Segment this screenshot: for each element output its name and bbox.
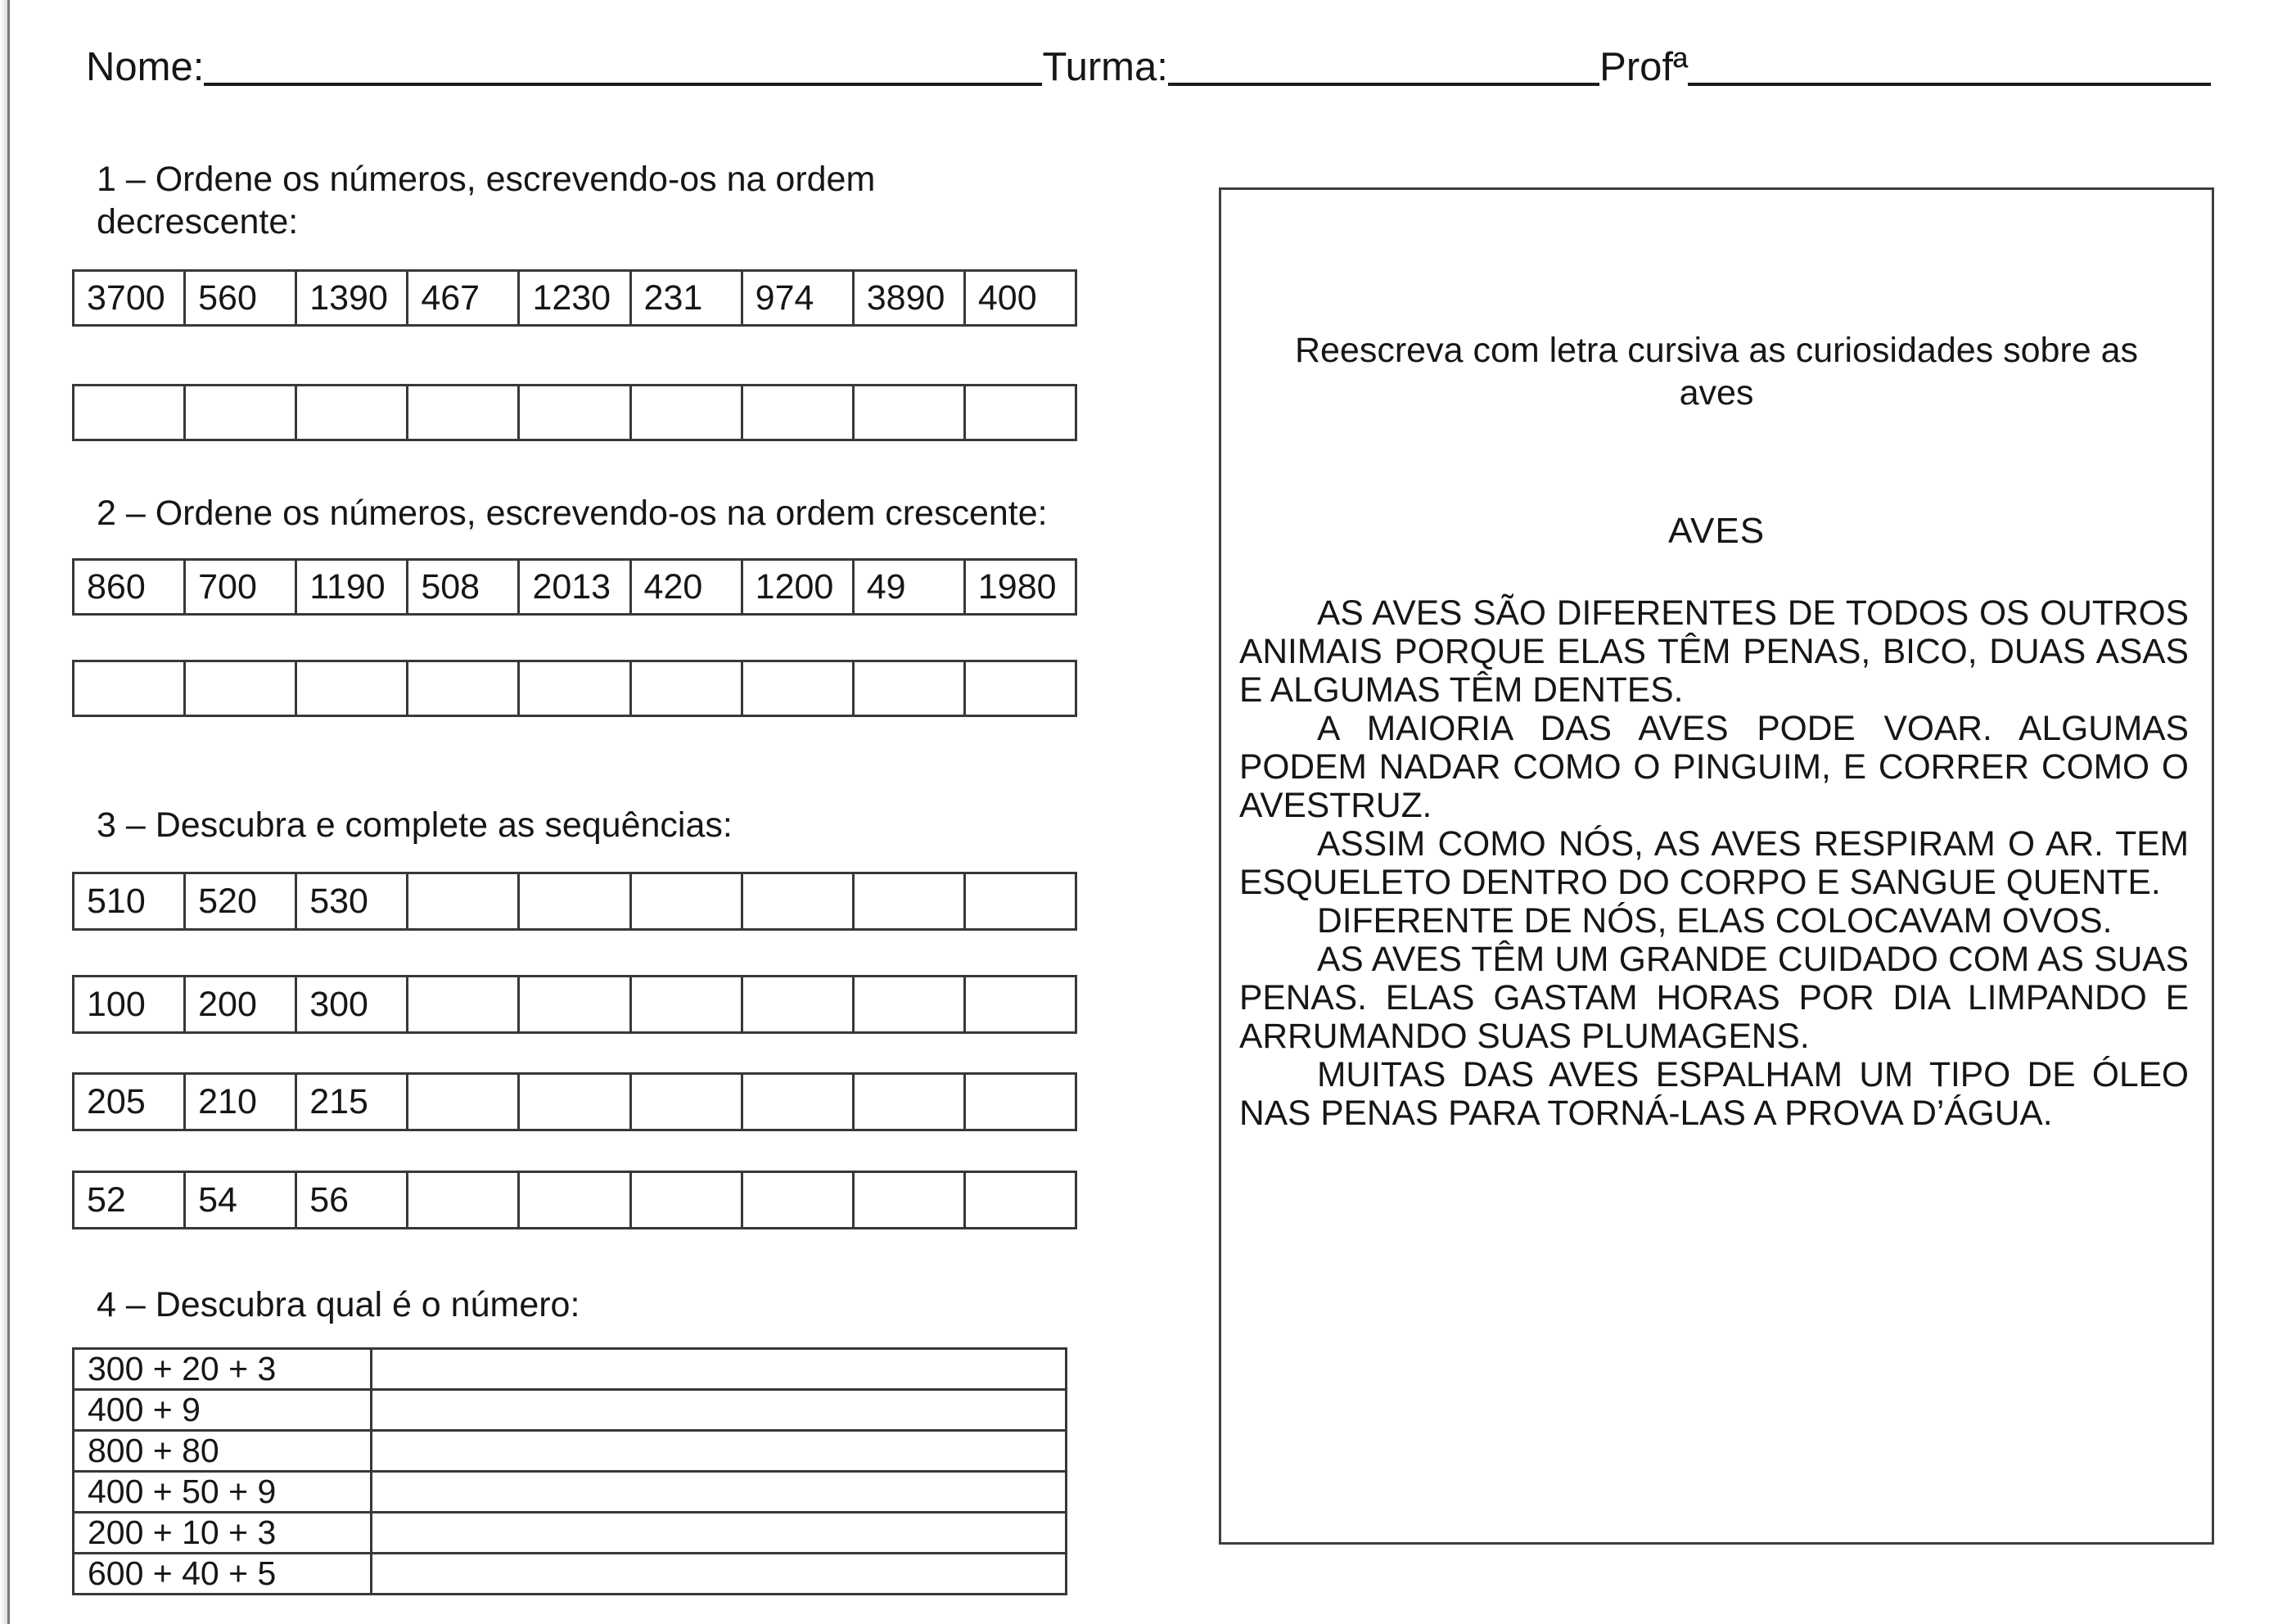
sequence-cell: 210 [185, 1074, 296, 1130]
sequence-cell: 215 [296, 1074, 408, 1130]
question-2-answer-table [72, 660, 1077, 717]
header [86, 43, 2211, 92]
sequence-cell: 510 [74, 873, 185, 930]
reading-paragraphs [1239, 594, 2189, 1133]
table-row [74, 661, 1076, 716]
answer-cell [742, 661, 853, 716]
sequence-cell: 530 [296, 873, 408, 930]
answer-cell [372, 1472, 1067, 1513]
answer-cell [964, 661, 1076, 716]
table-row [74, 1472, 1067, 1513]
expression-cell: 200 + 10 + 3 [74, 1513, 372, 1554]
answer-cell [630, 386, 742, 440]
sequence-cell: 200 [185, 977, 296, 1033]
answer-cell [964, 1074, 1076, 1130]
prof-line [1688, 83, 2211, 86]
answer-cell [630, 1074, 742, 1130]
sequence-table-3 [72, 1072, 1077, 1131]
table-row [74, 1172, 1076, 1229]
answer-cell [630, 661, 742, 716]
answer-cell [519, 873, 630, 930]
question-4-table [72, 1347, 1067, 1595]
answer-cell [630, 1172, 742, 1229]
table-row [74, 1390, 1067, 1431]
table-row [74, 386, 1076, 440]
nome-line [204, 83, 1042, 86]
answer-cell [742, 386, 853, 440]
answer-cell [408, 1074, 519, 1130]
answer-cell [742, 873, 853, 930]
answer-cell [519, 1172, 630, 1229]
answer-cell [372, 1513, 1067, 1554]
answer-cell [185, 386, 296, 440]
answer-cell [74, 386, 185, 440]
number-cell: 2013 [519, 560, 630, 615]
sequence-cell: 100 [74, 977, 185, 1033]
sequence-cell: 56 [296, 1172, 408, 1229]
sequence-table-1 [72, 872, 1077, 931]
answer-cell [519, 386, 630, 440]
number-cell: 1390 [296, 271, 408, 326]
answer-cell [853, 873, 964, 930]
number-cell: 860 [74, 560, 185, 615]
number-cell: 1980 [964, 560, 1076, 615]
reading-paragraph: A MAIORIA DAS AVES PODE VOAR. ALGUMAS PODEM NADAR COMO O PINGUIM, E CORRER COMO O AVESTRUZ. [1239, 710, 2189, 825]
expression-cell: 300 + 20 + 3 [74, 1349, 372, 1390]
table-row [74, 271, 1076, 326]
number-cell: 467 [408, 271, 519, 326]
number-cell: 1190 [296, 560, 408, 615]
answer-cell [372, 1554, 1067, 1595]
answer-cell [853, 1074, 964, 1130]
answer-cell [408, 661, 519, 716]
answer-cell [964, 977, 1076, 1033]
question-2-title: 2 – Ordene os números, escrevendo-os na ordem crescente: [97, 494, 1048, 533]
question-2-numbers-table [72, 558, 1077, 616]
number-cell: 400 [964, 271, 1076, 326]
table-row [74, 560, 1076, 615]
sequence-cell: 300 [296, 977, 408, 1033]
sequence-cell: 54 [185, 1172, 296, 1229]
table-row [74, 1554, 1067, 1595]
reading-instruction: Reescreva com letra cursiva as curiosidades sobre as aves [1294, 331, 2139, 413]
table-row [74, 977, 1076, 1033]
answer-cell [372, 1390, 1067, 1431]
exercises-column [72, 158, 1077, 1595]
answer-cell [630, 977, 742, 1033]
answer-cell [853, 661, 964, 716]
answer-cell [964, 873, 1076, 930]
number-cell: 700 [185, 560, 296, 615]
answer-cell [296, 661, 408, 716]
sequence-table-4 [72, 1171, 1077, 1229]
number-cell: 420 [630, 560, 742, 615]
expression-cell: 600 + 40 + 5 [74, 1554, 372, 1595]
number-cell: 3700 [74, 271, 185, 326]
expression-cell: 800 + 80 [74, 1431, 372, 1472]
number-cell: 1200 [742, 560, 853, 615]
scan-edge [0, 0, 10, 1624]
answer-cell [853, 1172, 964, 1229]
reading-title: AVES [1667, 511, 1766, 551]
answer-cell [853, 977, 964, 1033]
number-cell: 508 [408, 560, 519, 615]
nome-label: Nome: [86, 45, 205, 89]
question-1-answer-table [72, 384, 1077, 441]
answer-cell [630, 873, 742, 930]
reading-box [1219, 187, 2214, 1545]
question-1-title: 1 – Ordene os números, escrevendo-os na ordem decrescente: [97, 160, 876, 241]
answer-cell [185, 661, 296, 716]
number-cell: 560 [185, 271, 296, 326]
sequence-cell: 52 [74, 1172, 185, 1229]
number-cell: 3890 [853, 271, 964, 326]
reading-paragraph: AS AVES TÊM UM GRANDE CUIDADO COM AS SUAS PENAS. ELAS GASTAM HORAS POR DIA LIMPANDO E ARRUMANDO SUAS PLUMAGENS. [1239, 941, 2189, 1056]
answer-cell [74, 661, 185, 716]
question-3-title: 3 – Descubra e complete as sequências: [97, 805, 733, 845]
table-row [74, 1074, 1076, 1130]
answer-cell [964, 386, 1076, 440]
answer-cell [519, 977, 630, 1033]
answer-cell [296, 386, 408, 440]
table-row [74, 1431, 1067, 1472]
answer-cell [408, 873, 519, 930]
answer-cell [742, 1074, 853, 1130]
expression-cell: 400 + 9 [74, 1390, 372, 1431]
answer-cell [519, 661, 630, 716]
answer-cell [964, 1172, 1076, 1229]
table-row [74, 1513, 1067, 1554]
answer-cell [519, 1074, 630, 1130]
number-cell: 49 [853, 560, 964, 615]
number-cell: 231 [630, 271, 742, 326]
number-cell: 974 [742, 271, 853, 326]
reading-paragraph: ASSIM COMO NÓS, AS AVES RESPIRAM O AR. TEM ESQUELETO DENTRO DO CORPO E SANGUE QUENTE. [1239, 825, 2189, 902]
sequence-cell: 520 [185, 873, 296, 930]
turma-line [1168, 83, 1599, 86]
table-row [74, 873, 1076, 930]
answer-cell [408, 1172, 519, 1229]
answer-cell [372, 1431, 1067, 1472]
answer-cell [408, 386, 519, 440]
answer-cell [372, 1349, 1067, 1390]
sequence-cell: 205 [74, 1074, 185, 1130]
expression-cell: 400 + 50 + 9 [74, 1472, 372, 1513]
prof-label: Profª [1599, 45, 1689, 89]
reading-paragraph: DIFERENTE DE NÓS, ELAS COLOCAVAM OVOS. [1317, 902, 2113, 941]
number-cell: 1230 [519, 271, 630, 326]
table-row [74, 1349, 1067, 1390]
reading-paragraph: AS AVES SÃO DIFERENTES DE TODOS OS OUTROS ANIMAIS PORQUE ELAS TÊM PENAS, BICO, DUAS ASAS E ALGUMAS TÊM DENTES. [1239, 594, 2189, 710]
question-4-title: 4 – Descubra qual é o número: [97, 1285, 580, 1324]
answer-cell [853, 386, 964, 440]
answer-cell [742, 977, 853, 1033]
turma-label: Turma: [1042, 45, 1168, 89]
question-1-numbers-table [72, 269, 1077, 327]
sequence-table-2 [72, 975, 1077, 1034]
answer-cell [742, 1172, 853, 1229]
answer-cell [408, 977, 519, 1033]
reading-paragraph: MUITAS DAS AVES ESPALHAM UM TIPO DE ÓLEO NAS PENAS PARA TORNÁ-LAS A PROVA D’ÁGUA. [1239, 1056, 2189, 1133]
